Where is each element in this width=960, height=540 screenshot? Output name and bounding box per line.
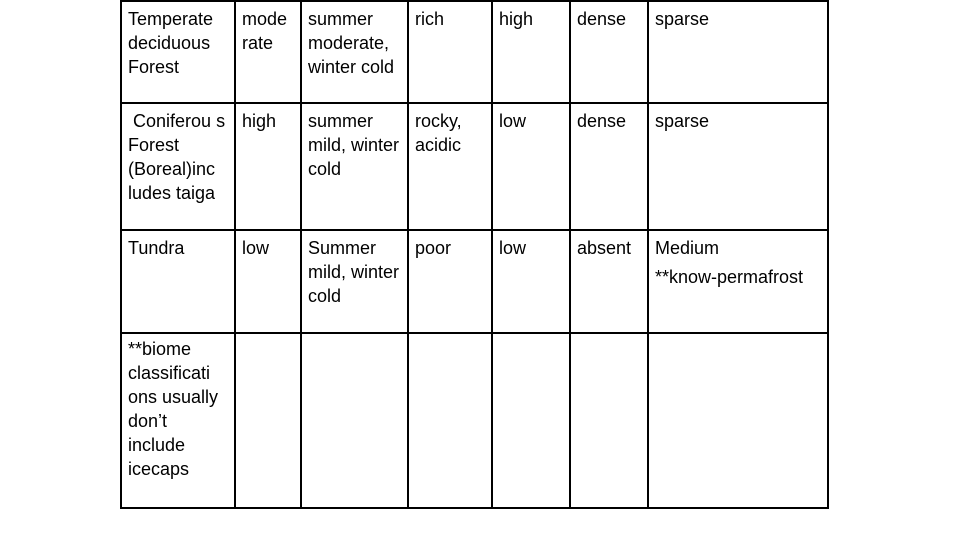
- cell-grasses: [648, 1, 828, 103]
- table-row-coniferous: [121, 103, 828, 230]
- cell-soil: [408, 230, 492, 333]
- temperature-value: Summer mild, winter cold: [308, 238, 400, 306]
- grasses-value: Medium: [655, 238, 720, 258]
- cell-rainfall: [235, 333, 301, 508]
- soil-value: rocky, acidic: [415, 111, 462, 155]
- table-row-icecaps-note: [121, 333, 828, 508]
- diversity-value: low: [499, 238, 527, 258]
- temperature-value: summer moderate, winter cold: [308, 9, 395, 77]
- cell-temperature: [301, 1, 408, 103]
- cell-rainfall: [235, 230, 301, 333]
- cell-grasses: [648, 230, 828, 333]
- biome-name: Tundra: [128, 238, 185, 258]
- soil-value: poor: [415, 238, 452, 258]
- temperature-value: summer mild, winter cold: [308, 111, 400, 179]
- trees-value: absent: [577, 238, 632, 258]
- biome-name: Coniferou s Forest (Boreal)inc ludes taiga: [128, 111, 231, 203]
- biome-comparison-table: [120, 0, 829, 509]
- table-row-tundra: [121, 230, 828, 333]
- biome-classification-note: **biome classificati ons usually don’t include icecaps: [128, 339, 219, 479]
- trees-value: dense: [577, 111, 627, 131]
- soil-value: rich: [415, 9, 445, 29]
- cell-soil: [408, 333, 492, 508]
- biome-name: Temperate deciduous Forest: [128, 9, 214, 77]
- cell-trees: [570, 1, 648, 103]
- diversity-value: high: [499, 9, 534, 29]
- cell-biome-note: [121, 333, 235, 508]
- grasses-value: sparse: [655, 9, 710, 29]
- cell-soil: [408, 1, 492, 103]
- cell-rainfall: [235, 1, 301, 103]
- trees-value: dense: [577, 9, 627, 29]
- permafrost-note: **know-permafrost: [655, 267, 804, 287]
- cell-temperature: [301, 230, 408, 333]
- cell-trees: [570, 230, 648, 333]
- cell-trees: [570, 333, 648, 508]
- cell-soil: [408, 103, 492, 230]
- cell-diversity: [492, 230, 570, 333]
- cell-biome: [121, 1, 235, 103]
- rainfall-value: high: [242, 111, 277, 131]
- cell-temperature: [301, 103, 408, 230]
- cell-trees: [570, 103, 648, 230]
- cell-diversity: [492, 1, 570, 103]
- cell-diversity: [492, 103, 570, 230]
- grasses-value: sparse: [655, 111, 710, 131]
- cell-diversity: [492, 333, 570, 508]
- rainfall-value: mode rate: [242, 9, 288, 53]
- table-row-temperate-deciduous: [121, 1, 828, 103]
- rainfall-value: low: [242, 238, 270, 258]
- cell-temperature: [301, 333, 408, 508]
- cell-biome: [121, 230, 235, 333]
- cell-rainfall: [235, 103, 301, 230]
- cell-grasses: [648, 333, 828, 508]
- cell-grasses: [648, 103, 828, 230]
- diversity-value: low: [499, 111, 527, 131]
- cell-biome: [121, 103, 235, 230]
